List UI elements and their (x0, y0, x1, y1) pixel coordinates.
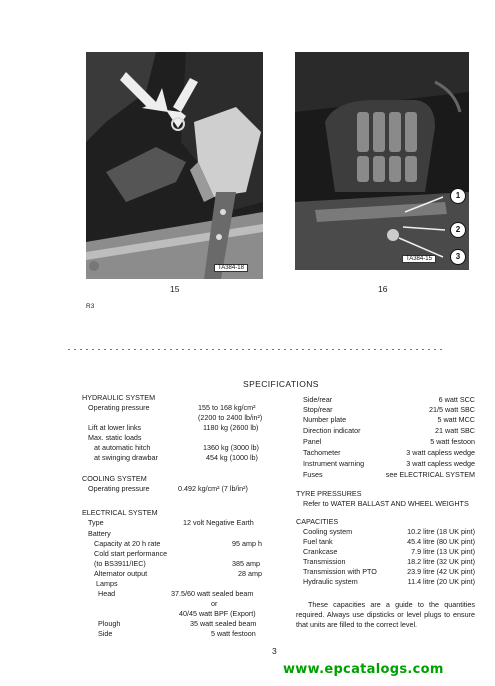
electrical-heading: ELECTRICAL SYSTEM (82, 508, 158, 517)
capacities-heading: CAPACITIES (296, 517, 339, 526)
head-or: or (211, 599, 218, 608)
cold-start-std: (to BS3911/IEC) (94, 559, 146, 568)
figure-15-number: 15 (170, 284, 180, 294)
lamp-row-label: Fuses (303, 470, 323, 479)
lift-label: Lift at lower links (88, 423, 142, 432)
hydraulic-heading: HYDRAULIC SYSTEM (82, 393, 156, 402)
capacity-row-label: Fuel tank (303, 537, 333, 546)
capacity-row-label: Cooling system (303, 527, 353, 536)
lamp-row-label: Stop/rear (303, 405, 333, 414)
callout-3: 3 (450, 249, 466, 265)
plough-value: 35 watt sealed beam (190, 619, 257, 628)
cold-start-label: Cold start performance (94, 549, 168, 558)
hydraulic-pressure-label: Operating pressure (88, 403, 150, 412)
lamp-row-value: 3 watt capless wedge (406, 459, 475, 468)
lamp-row-value: 5 watt festoon (430, 437, 475, 446)
drawbar-value: 454 kg (1000 lb) (206, 453, 258, 462)
capacity-row-value: 23.9 litre (42 UK pint) (407, 567, 475, 576)
capacity-row-value: 18.2 litre (32 UK pint) (407, 557, 475, 566)
figure-16-number: 16 (378, 284, 388, 294)
lamp-row-label: Tachometer (303, 448, 341, 457)
page-title: SPECIFICATIONS (243, 379, 319, 389)
capacity-row-label: Transmission (303, 557, 346, 566)
type-value: 12 volt Negative Earth (183, 518, 254, 527)
battery-label: Battery (88, 529, 111, 538)
lamp-row-value: 3 watt capless wedge (406, 448, 475, 457)
lamp-row-value: 21 watt SBC (435, 426, 475, 435)
callout-1: 1 (450, 188, 466, 204)
head-label: Head (98, 589, 116, 598)
revision-mark: R3 (86, 303, 95, 310)
side-value: 5 watt festoon (211, 629, 256, 638)
figure-15-photo (86, 52, 263, 279)
figure-16-photo (295, 52, 469, 270)
max-loads-label: Max. static loads (88, 433, 142, 442)
hydraulic-pressure-value: 155 to 168 kg/cm² (198, 403, 256, 412)
lamp-row-label: Instrument warning (303, 459, 365, 468)
page-number: 3 (272, 646, 277, 656)
lamp-row-label: Number plate (303, 415, 347, 424)
lift-value: 1180 kg (2600 lb) (203, 423, 259, 432)
lamp-row-value: 21/5 watt SBC (429, 405, 475, 414)
head-alt-value: 40/45 watt BPF (Export) (179, 609, 256, 618)
page-divider (68, 349, 443, 350)
plough-label: Plough (98, 619, 121, 628)
tyre-heading: TYRE PRESSURES (296, 489, 362, 498)
auto-hitch-value: 1360 kg (3000 lb) (203, 443, 259, 452)
lamp-row-label: Side/rear (303, 395, 333, 404)
capacity-row-value: 45.4 litre (80 UK pint) (407, 537, 475, 546)
drawbar-label: at swinging drawbar (94, 453, 158, 462)
tyre-text: Refer to WATER BALLAST AND WHEEL WEIGHTS (303, 499, 469, 508)
capacity-row-value: 10.2 litre (18 UK pint) (407, 527, 475, 536)
cold-start-value: 385 amp (232, 559, 260, 568)
cooling-pressure-value: 0.492 kg/cm² (7 lb/in²) (178, 484, 248, 493)
cooling-pressure-label: Operating pressure (88, 484, 150, 493)
figure-16-tag: TA384-15 (402, 255, 436, 263)
capacity-row-value: 7.9 litre (13 UK pint) (411, 547, 475, 556)
auto-hitch-label: at automatic hitch (94, 443, 151, 452)
alternator-value: 28 amp (238, 569, 262, 578)
capacities-note: These capacities are a guide to the quantities required. Always use dipsticks or level plugs to ensure that units are filled to the correct level. (296, 600, 475, 629)
figure-16-illustration (295, 52, 469, 270)
alternator-label: Alternator output (94, 569, 148, 578)
capacity-row-label: Transmission with PTO (303, 567, 377, 576)
capacity-row-label: Hydraulic system (303, 577, 358, 586)
type-label: Type (88, 518, 104, 527)
lamp-row-value: 6 watt SCC (438, 395, 475, 404)
lamp-row-value: see ELECTRICAL SYSTEM (385, 470, 475, 479)
capacity-value: 95 amp h (232, 539, 262, 548)
figure-15-tag: TA384-18 (214, 264, 248, 272)
capacity-row-label: Crankcase (303, 547, 338, 556)
capacity-label: Capacity at 20 h rate (94, 539, 161, 548)
lamp-row-label: Direction indicator (303, 426, 361, 435)
cooling-heading: COOLING SYSTEM (82, 474, 147, 483)
lamps-label: Lamps (96, 579, 118, 588)
side-label: Side (98, 629, 113, 638)
lamp-row-label: Panel (303, 437, 322, 446)
watermark-link[interactable]: www.epcatalogs.com (283, 662, 444, 677)
figure-15-illustration (86, 52, 263, 279)
capacity-row-value: 11.4 litre (20 UK pint) (407, 577, 475, 586)
hydraulic-pressure-alt: (2200 to 2400 lb/in²) (198, 413, 263, 422)
head-value: 37.5/60 watt sealed beam (171, 589, 254, 598)
callout-2: 2 (450, 222, 466, 238)
lamp-row-value: 5 watt MCC (437, 415, 475, 424)
